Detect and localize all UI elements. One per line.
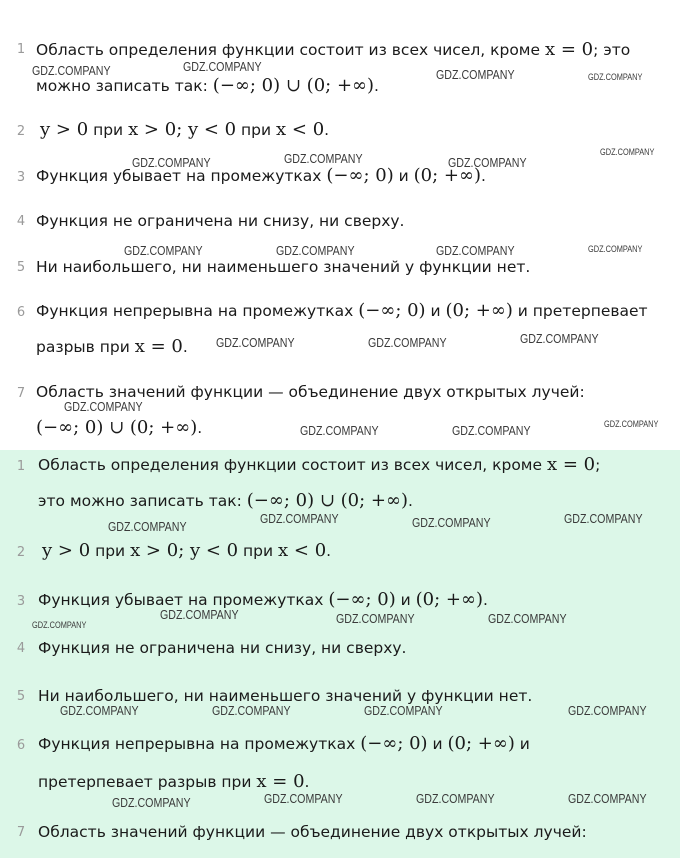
watermark: GDZ.COMPANY	[32, 620, 87, 630]
item-text-line: (−∞; 0) ∪ (0; +∞).	[36, 417, 203, 438]
watermark: GDZ.COMPANY	[488, 611, 567, 626]
item-number: 1	[16, 459, 26, 474]
item-number: 4	[16, 214, 26, 229]
watermark: GDZ.COMPANY	[564, 511, 643, 526]
item-text-line: Ни наибольшего, ни наименьшего значений у функции нет.	[36, 258, 531, 276]
watermark: GDZ.COMPANY	[588, 72, 643, 82]
watermark: GDZ.COMPANY	[276, 243, 355, 258]
item-text-line: Область определения функции состоит из всех чисел, кроме x = 0;	[38, 454, 601, 475]
item-text-line: Функция убывает на промежутках (−∞; 0) и (0; +∞).	[38, 589, 488, 610]
item-text-line: это можно записать так: (−∞; 0) ∪ (0; +∞).	[38, 490, 413, 511]
watermark: GDZ.COMPANY	[284, 151, 363, 166]
item-number: 7	[16, 825, 26, 840]
watermark: GDZ.COMPANY	[212, 703, 291, 718]
item-text-line: Ни наибольшего, ни наименьшего значений у функции нет.	[38, 687, 533, 705]
watermark: GDZ.COMPANY	[364, 703, 443, 718]
item-text-line: Функция не ограничена ни снизу, ни сверху.	[38, 639, 407, 657]
watermark: GDZ.COMPANY	[436, 67, 515, 82]
item-text-line: Область значений функции — объединение двух открытых лучей:	[38, 823, 587, 841]
watermark: GDZ.COMPANY	[160, 607, 239, 622]
watermark: GDZ.COMPANY	[520, 331, 599, 346]
watermark: GDZ.COMPANY	[568, 703, 647, 718]
item-text-line: y > 0 при x > 0; y < 0 при x < 0.	[42, 540, 332, 561]
watermark: GDZ.COMPANY	[64, 399, 143, 414]
watermark: GDZ.COMPANY	[448, 155, 527, 170]
watermark: GDZ.COMPANY	[108, 519, 187, 534]
watermark: GDZ.COMPANY	[124, 243, 203, 258]
item-text-line: претерпевает разрыв при x = 0.	[38, 771, 310, 792]
item-number: 6	[16, 738, 26, 753]
watermark: GDZ.COMPANY	[264, 791, 343, 806]
watermark: GDZ.COMPANY	[452, 423, 531, 438]
watermark: GDZ.COMPANY	[300, 423, 379, 438]
watermark: GDZ.COMPANY	[112, 795, 191, 810]
item-number: 7	[16, 386, 26, 401]
watermark: GDZ.COMPANY	[588, 244, 643, 254]
watermark: GDZ.COMPANY	[32, 63, 111, 78]
watermark: GDZ.COMPANY	[368, 335, 447, 350]
item-text-line: Функция непрерывна на промежутках (−∞; 0) и (0; +∞) и	[38, 733, 530, 754]
item-text-line: y > 0 при x > 0; y < 0 при x < 0.	[40, 119, 330, 140]
watermark: GDZ.COMPANY	[604, 419, 659, 429]
watermark: GDZ.COMPANY	[60, 703, 139, 718]
watermark: GDZ.COMPANY	[416, 791, 495, 806]
watermark: GDZ.COMPANY	[260, 511, 339, 526]
item-number: 3	[16, 594, 26, 609]
item-text-line: Область значений функции — объединение двух открытых лучей:	[36, 383, 585, 401]
watermark: GDZ.COMPANY	[336, 611, 415, 626]
item-text-line: разрыв при x = 0.	[36, 336, 188, 357]
item-text-line: Функция непрерывна на промежутках (−∞; 0) и (0; +∞) и претерпевает	[36, 300, 648, 321]
item-number: 4	[16, 641, 26, 656]
watermark: GDZ.COMPANY	[183, 59, 262, 74]
item-number: 2	[16, 124, 26, 139]
item-text-line: Область определения функции состоит из всех чисел, кроме x = 0; это	[36, 39, 631, 60]
item-text-line: Функция убывает на промежутках (−∞; 0) и (0; +∞).	[36, 165, 486, 186]
watermark: GDZ.COMPANY	[600, 147, 655, 157]
item-number: 5	[16, 689, 26, 704]
item-text-line: Функция не ограничена ни снизу, ни сверху.	[36, 212, 405, 230]
item-number: 6	[16, 305, 26, 320]
watermark: GDZ.COMPANY	[216, 335, 295, 350]
watermark: GDZ.COMPANY	[132, 155, 211, 170]
item-number: 2	[16, 545, 26, 560]
watermark: GDZ.COMPANY	[436, 243, 515, 258]
item-number: 5	[16, 260, 26, 275]
item-text-line: можно записать так: (−∞; 0) ∪ (0; +∞).	[36, 75, 379, 96]
watermark: GDZ.COMPANY	[412, 515, 491, 530]
item-number: 1	[16, 42, 26, 57]
watermark: GDZ.COMPANY	[568, 791, 647, 806]
item-number: 3	[16, 170, 26, 185]
